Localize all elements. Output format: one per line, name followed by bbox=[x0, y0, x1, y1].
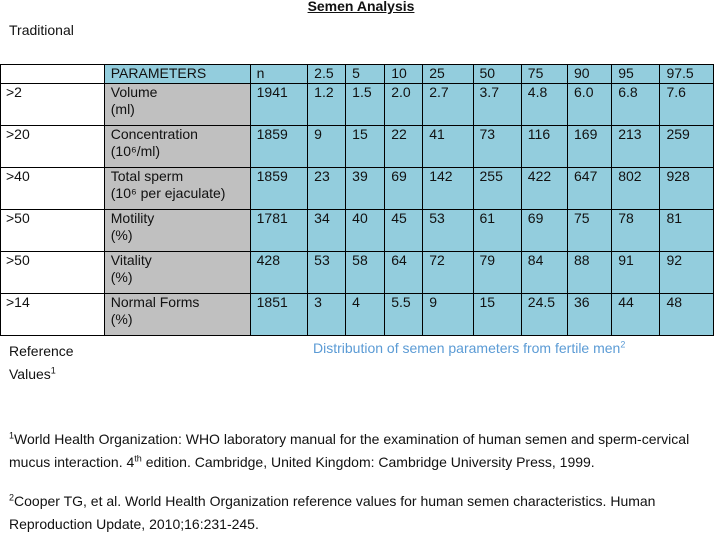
parameter-name: Volume bbox=[110, 84, 158, 100]
parameter-unit: (ml) bbox=[110, 101, 135, 117]
parameter-name: Motility bbox=[110, 210, 155, 226]
percentile-cell: 2.0 bbox=[385, 84, 423, 126]
percentile-cell: 7.6 bbox=[660, 84, 714, 126]
reference-line1: Reference bbox=[9, 343, 74, 359]
percentile-cell: 4 bbox=[346, 294, 385, 336]
percentile-cell: 72 bbox=[423, 252, 473, 294]
percentile-cell: 2.7 bbox=[423, 84, 473, 126]
percentile-cell: 61 bbox=[473, 210, 521, 252]
parameter-unit: (10⁶/ml) bbox=[110, 143, 161, 159]
percentile-cell: 69 bbox=[521, 210, 567, 252]
reference-1 bbox=[9, 428, 719, 474]
percentile-cell: 39 bbox=[346, 168, 385, 210]
percentile-cell: 92 bbox=[660, 252, 714, 294]
percentile-cell: 142 bbox=[423, 168, 473, 210]
reference-value-cell: >2 bbox=[1, 84, 105, 126]
table-row bbox=[1, 168, 714, 210]
percentile-cell: 6.8 bbox=[612, 84, 660, 126]
n-cell: 1941 bbox=[250, 84, 308, 126]
parameter-unit: (10⁶ per ejaculate) bbox=[110, 185, 226, 201]
percentile-cell: 88 bbox=[568, 252, 612, 294]
subtitle: Traditional bbox=[9, 22, 74, 38]
percentile-cell: 34 bbox=[308, 210, 346, 252]
percentile-cell: 84 bbox=[521, 252, 567, 294]
percentile-cell: 9 bbox=[423, 294, 473, 336]
reference-2 bbox=[9, 490, 719, 536]
reference-1-th: th bbox=[134, 453, 142, 464]
n-cell: 1859 bbox=[250, 126, 308, 168]
reference-2-text: Cooper TG, et al. World Health Organization reference values for human semen characteristics. Human Reproduction Update, 2010;16:231-245. bbox=[9, 493, 656, 532]
percentile-cell: 422 bbox=[521, 168, 567, 210]
header-cell bbox=[1, 65, 105, 84]
percentile-cell: 9 bbox=[308, 126, 346, 168]
percentile-cell: 928 bbox=[660, 168, 714, 210]
percentile-cell: 3.7 bbox=[473, 84, 521, 126]
reference-value-cell: >40 bbox=[1, 168, 105, 210]
header-cell: PARAMETERS bbox=[104, 65, 250, 84]
percentile-cell: 15 bbox=[473, 294, 521, 336]
page-title: Semen Analysis bbox=[307, 0, 415, 14]
distribution-sup: 2 bbox=[620, 339, 626, 350]
parameter-unit: (%) bbox=[110, 227, 133, 243]
percentile-cell: 73 bbox=[473, 126, 521, 168]
reference-sup: 1 bbox=[50, 365, 56, 376]
percentile-cell: 802 bbox=[612, 168, 660, 210]
percentile-cell: 69 bbox=[385, 168, 423, 210]
semen-analysis-table bbox=[0, 64, 714, 336]
percentile-cell: 41 bbox=[423, 126, 473, 168]
reference-1-text-b: edition. Cambridge, United Kingdom: Cambridge University Press, 1999. bbox=[141, 454, 595, 470]
distribution-label bbox=[313, 340, 625, 356]
parameter-cell bbox=[104, 168, 250, 210]
reference-line2: Values bbox=[9, 366, 51, 382]
percentile-cell: 169 bbox=[568, 126, 612, 168]
reference-value-cell: >50 bbox=[1, 252, 105, 294]
percentile-cell: 64 bbox=[385, 252, 423, 294]
reference-1-text-a: World Health Organization: WHO laboratory manual for the examination of human semen and sperm-cervical mucus interaction. 4 bbox=[9, 431, 690, 470]
table-row bbox=[1, 210, 714, 252]
parameter-cell bbox=[104, 126, 250, 168]
percentile-cell: 4.8 bbox=[521, 84, 567, 126]
percentile-cell: 81 bbox=[660, 210, 714, 252]
table-row bbox=[1, 126, 714, 168]
percentile-cell: 116 bbox=[521, 126, 567, 168]
header-cell: 25 bbox=[423, 65, 473, 84]
parameter-cell bbox=[104, 252, 250, 294]
header-cell: 50 bbox=[473, 65, 521, 84]
percentile-cell: 23 bbox=[308, 168, 346, 210]
percentile-cell: 1.2 bbox=[308, 84, 346, 126]
percentile-cell: 53 bbox=[423, 210, 473, 252]
percentile-cell: 91 bbox=[612, 252, 660, 294]
reference-2-sup: 2 bbox=[9, 492, 15, 503]
percentile-cell: 58 bbox=[346, 252, 385, 294]
header-cell: n bbox=[250, 65, 308, 84]
percentile-cell: 24.5 bbox=[521, 294, 567, 336]
reference-value-cell: >14 bbox=[1, 294, 105, 336]
header-cell: 90 bbox=[568, 65, 612, 84]
table-header-row bbox=[1, 65, 714, 84]
percentile-cell: 79 bbox=[473, 252, 521, 294]
percentile-cell: 44 bbox=[612, 294, 660, 336]
percentile-cell: 48 bbox=[660, 294, 714, 336]
percentile-cell: 3 bbox=[308, 294, 346, 336]
percentile-cell: 75 bbox=[568, 210, 612, 252]
parameter-name: Concentration bbox=[110, 126, 198, 142]
reference-value-cell: >20 bbox=[1, 126, 105, 168]
header-cell: 97.5 bbox=[660, 65, 714, 84]
parameter-unit: (%) bbox=[110, 269, 133, 285]
percentile-cell: 6.0 bbox=[568, 84, 612, 126]
table-row bbox=[1, 294, 714, 336]
n-cell: 1781 bbox=[250, 210, 308, 252]
header-cell: 5 bbox=[346, 65, 385, 84]
parameter-cell bbox=[104, 294, 250, 336]
percentile-cell: 255 bbox=[473, 168, 521, 210]
percentile-cell: 15 bbox=[346, 126, 385, 168]
parameter-cell bbox=[104, 210, 250, 252]
percentile-cell: 53 bbox=[308, 252, 346, 294]
header-cell: 75 bbox=[521, 65, 567, 84]
parameter-name: Normal Forms bbox=[110, 294, 200, 310]
parameter-cell bbox=[104, 84, 250, 126]
n-cell: 1851 bbox=[250, 294, 308, 336]
n-cell: 1859 bbox=[250, 168, 308, 210]
reference-value-cell: >50 bbox=[1, 210, 105, 252]
table-row bbox=[1, 84, 714, 126]
percentile-cell: 45 bbox=[385, 210, 423, 252]
table-row bbox=[1, 252, 714, 294]
reference-values-label bbox=[9, 340, 74, 386]
percentile-cell: 22 bbox=[385, 126, 423, 168]
n-cell: 428 bbox=[250, 252, 308, 294]
distribution-text: Distribution of semen parameters from fertile men bbox=[313, 340, 621, 356]
reference-1-sup: 1 bbox=[9, 430, 15, 441]
percentile-cell: 36 bbox=[568, 294, 612, 336]
header-cell: 95 bbox=[612, 65, 660, 84]
percentile-cell: 5.5 bbox=[385, 294, 423, 336]
parameter-name: Total sperm bbox=[110, 168, 184, 184]
percentile-cell: 213 bbox=[612, 126, 660, 168]
percentile-cell: 40 bbox=[346, 210, 385, 252]
percentile-cell: 78 bbox=[612, 210, 660, 252]
parameter-name: Vitality bbox=[110, 252, 152, 268]
header-cell: 10 bbox=[385, 65, 423, 84]
percentile-cell: 647 bbox=[568, 168, 612, 210]
parameter-unit: (%) bbox=[110, 311, 133, 327]
header-cell: 2.5 bbox=[308, 65, 346, 84]
percentile-cell: 259 bbox=[660, 126, 714, 168]
percentile-cell: 1.5 bbox=[346, 84, 385, 126]
